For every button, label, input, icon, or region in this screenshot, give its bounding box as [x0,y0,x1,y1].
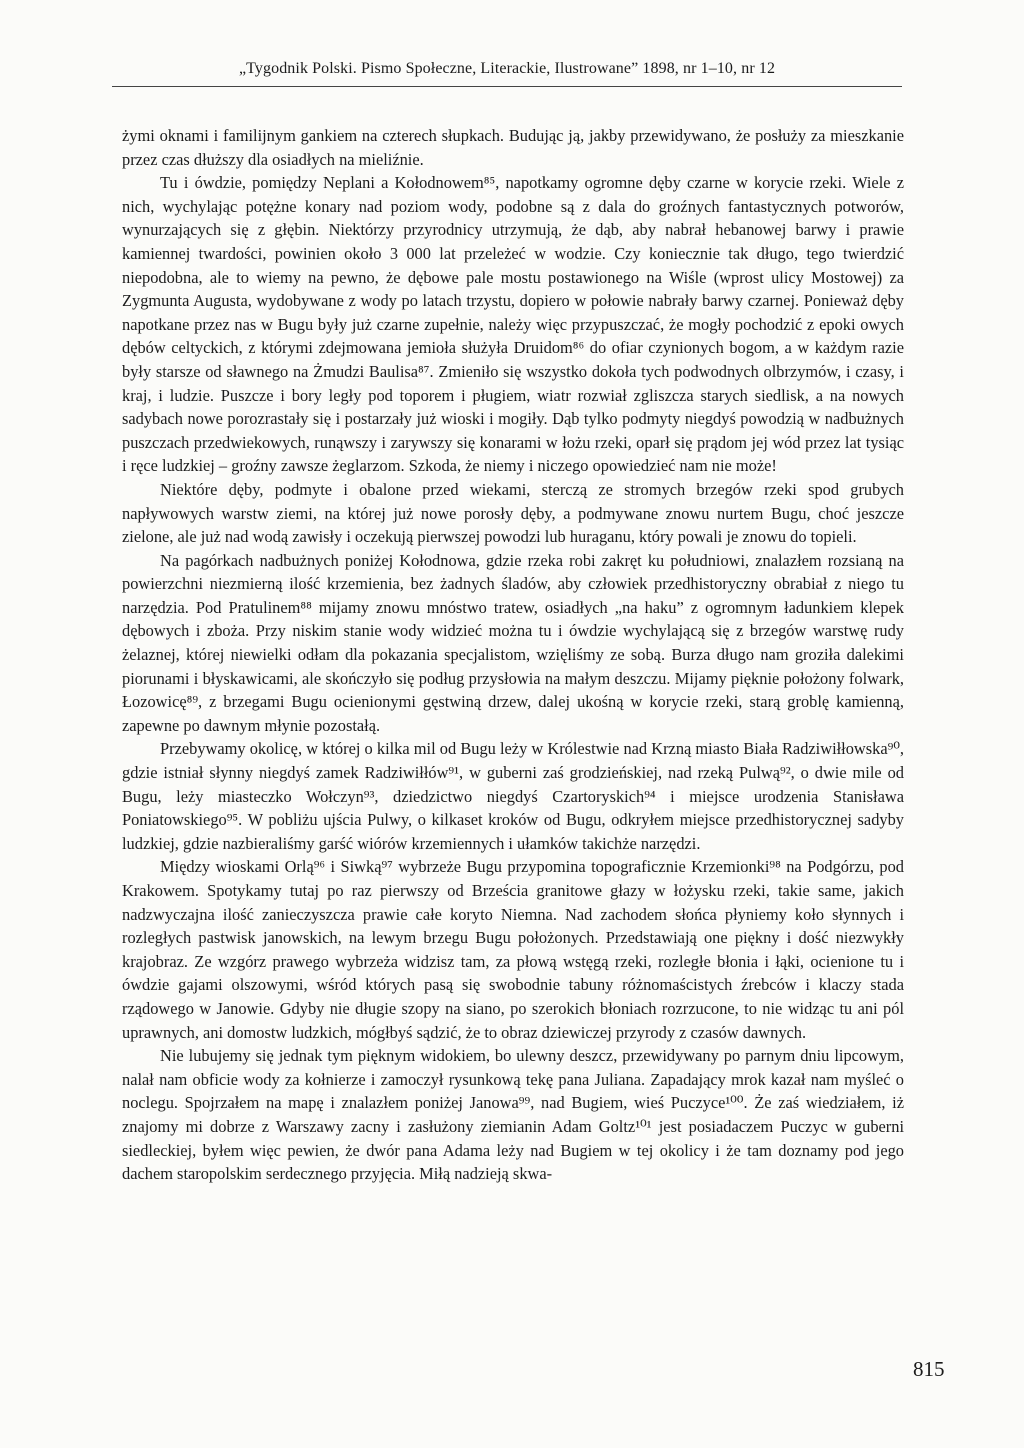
paragraph: Niektóre dęby, podmyte i obalone przed wiekami, sterczą ze stromych brzegów rzeki spod grubych napływowych warstw ziemi, na której już nowe porosły dęby, a podmywane znowu nurtem Bugu, choć jeszcze zielone, ale już nad wodą zawisły i oczekują pierwszej powodzi lub huraganu, który powali je znowu do topieli. [122,479,904,547]
paragraph: Na pagórkach nadbużnych poniżej Kołodnowa, gdzie rzeka robi zakręt ku południowi, znalazłem rozsianą na powierzchni niezmierną ilość krzemienia, bez żadnych śladów, aby człowiek przedhistoryczny obrabiał z niego tu narzędzia. Pod Pratulinem⁸⁸ mijamy znowu mnóstwo tratew, osiadłych „na haku” z ogromnym ładunkiem klepek dębowych i zboża. Przy niskim stanie wody widzieć można tu i ówdzie wychylającą się z brzegów warstwę rudy żelaznej, której niewielki odłam dla pokazania specjalistom, wzięliśmy ze sobą. Burza długo nam groziła dalekimi piorunami i błyskawicami, ale skończyło się podług przysłowia na małym deszczu. Mijamy pięknie położony folwark, Łozowicę⁸⁹, z brzegami Bugu ocienionymi gęstwiną drzew, dalej ukośną w korycie rzeki, starą groblę kamienną, zapewne po dawnym młynie pozostałą. [122,550,904,735]
paragraph: Między wioskami Orlą⁹⁶ i Siwką⁹⁷ wybrzeże Bugu przypomina topograficznie Krzemionki⁹⁸ na Podgórzu, pod Krakowem. Spotykamy tutaj po raz pierwszy od Brześcia granitowe głazy w łożysku rzeki, takie same, jakich nadzwyczajna ilość zanieczyszcza prawie całe koryto Niemna. Nad zachodem słońca płyniemy koło słynnych i rozległych pastwisk janowskich, na lewym brzegu Bugu położonych. Przedstawiają one piękny i dość niezwykły krajobraz. Ze wzgórz prawego wybrzeża widzisz tam, za płową wstęgą rzeki, rozległe błonia i łąki, ocienione tu i ówdzie gajami olszowymi, wśród których pasą się swobodnie tabuny różnomaścistych źrebców i klaczy stada rządowego w Janowie. Gdyby nie długie szopy na siano, po szerokich błoniach rozrzucone, to nie widząc tu ani pól uprawnych, ani domostw ludzkich, mógłbyś sądzić, że to obraz dziewiczej przyrody z czasów dawnych. [122,857,904,1042]
article-body [122,124,904,1186]
paragraph: Przebywamy okolicę, w której o kilka mil od Bugu leży w Królestwie nad Krzną miasto Biała Radziwiłłowska⁹⁰, gdzie istniał słynny niegdyś zamek Radziwiłłów⁹¹, w guberni zaś grodzieńskiej, nad rzeką Pulwą⁹², o dwie mile od Bugu, leży miasteczko Wołczyn⁹³, dziedzictwo niegdyś Czartoryskich⁹⁴ i miejsce urodzenia Stanisława Poniatowskiego⁹⁵. W pobliżu ujścia Pulwy, o kilkaset kroków od Bugu, odkryłem miejsce przedhistorycznej sadyby ludzkiej, gdzie nazbieraliśmy garść wiórów krzemiennych i ułamków takichże narzędzi. [122,739,904,853]
page-number: 815 [913,1357,945,1381]
paragraph: Tu i ówdzie, pomiędzy Neplani a Kołodnowem⁸⁵, napotkamy ogromne dęby czarne w korycie rzeki. Wiele z nich, wychylając potężne konary nad poziom wody, podobne są z dala do groźnych fantastycznych potworów, wynurzających się z głębin. Niektórzy przyrodnicy utrzymują, że dąb, aby nabrał hebanowej barwy i prawie kamiennej twardości, powinien około 3 000 lat przeleżeć w wodzie. Czy koniecznie tak długo, tego twierdzić niepodobna, ale to wiemy na pewno, że dębowe pale mostu postawionego na Wiśle (wprost ulicy Mostowej) za Zygmunta Augusta, wydobywane z wody po latach trzystu, dopiero w połowie nabrały barwy czarnej. Ponieważ dęby napotkane przez nas w Bugu były już czarne zupełnie, należy więc przypuszczać, że mogły pochodzić z epoki owych dębów celtyckich, z którymi zdejmowana jemioła służyła Druidom⁸⁶ do ofiar czynionych bogom, a w każdym razie były starsze od sławnego na Żmudzi Baulisa⁸⁷. Zmieniło się wszystko dokoła tych podwodnych olbrzymów, i czasy, i kraj, i ludzie. Puszcze i bory legły pod toporem i pługiem, wiatr rozwiał zgliszcza starych siedlisk, a na nowych sadybach nowe porozrastały się i postarzały już wioski i mogiły. Dąb tylko podmyty niegdyś powodzią w nadbużnych puszczach przedwiekowych, runąwszy i zarywszy się konarami w łożu rzeki, oparł się prądom jej wód przez lat tysiąc i ręce ludzkiej – groźny zawsze żeglarzom. Szkoda, że niemy i niczego opowiedzieć nam nie może! [122,173,904,476]
paragraph: Nie lubujemy się jednak tym pięknym widokiem, bo ulewny deszcz, przewidywany po parnym dniu lipcowym, nalał nam obficie wody za kołnierze i zamoczył rysunkową tekę pana Juliana. Zapadający mrok kazał nam myśleć o noclegu. Spojrzałem na mapę i znalazłem poniżej Janowa⁹⁹, nad Bugiem, wieś Puczyce¹⁰⁰. Że zaś wiedziałem, iż znajomy mi dobrze z Warszawy zacny i zasłużony ziemianin Adam Goltz¹⁰¹ jest posiadaczem Puczyc w guberni siedleckiej, byłem więc pewien, że dwór pana Adama leży nad Bugiem w tej okolicy i że tam doznamy pod jego dachem staropolskim serdecznego przyjęcia. Miłą nadzieją skwa- [122,1046,904,1184]
running-header: „Tygodnik Polski. Pismo Społeczne, Literackie, Ilustrowane” 1898, nr 1–10, nr 12 [238,60,776,77]
header-divider [112,86,902,87]
paragraph-continued: żymi oknami i familijnym gankiem na czterech słupkach. Budując ją, jakby przewidywano, że posłuży za mieszkanie przez czas dłuższy dla osiadłych na mieliźnie. [122,126,904,169]
